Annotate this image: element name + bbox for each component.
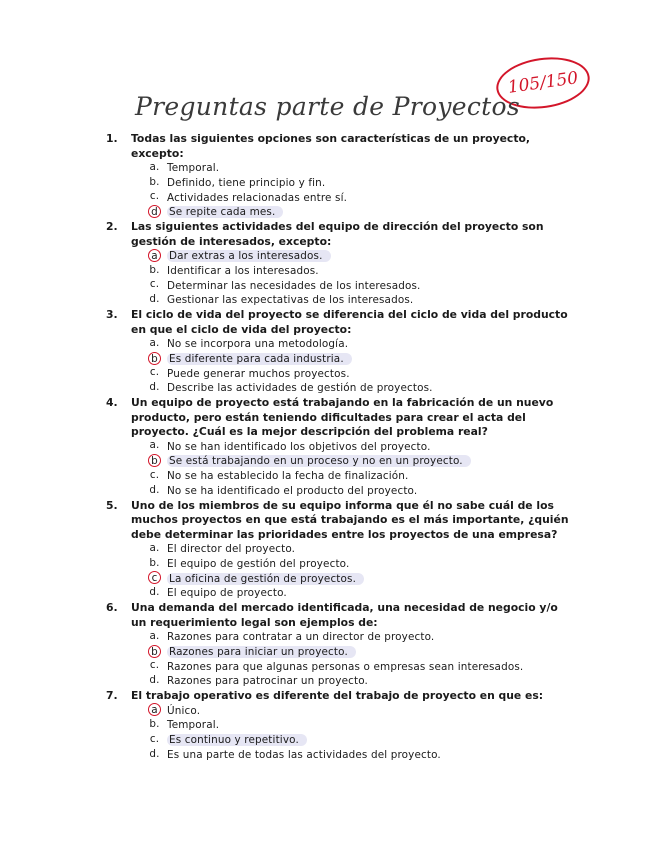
answer-option: [148, 279, 576, 294]
question-item: [106, 308, 576, 396]
answer-option: [148, 586, 576, 601]
question-item: [106, 396, 576, 499]
option-text: No se ha establecido la fecha de finalización.: [167, 470, 409, 482]
option-letter: d.: [149, 674, 160, 686]
option-letter: c.: [149, 468, 160, 481]
question-text: [106, 396, 576, 440]
answer-option: [148, 645, 576, 660]
option-text: Identificar a los interesados.: [167, 264, 319, 277]
question-statement: Todas las siguientes opciones son características de un proyecto, excepto:: [131, 132, 531, 160]
question-statement: Uno de los miembros de su equipo informa que él no sabe cuál de los muchos proyectos en que está trabajando es el más importante, ¿quién debe determinar las prioridades entre los proyectos de una empresa?: [131, 498, 569, 541]
answer-option: [148, 674, 576, 689]
option-letter: d.: [149, 483, 160, 496]
highlighted-option-text: Se repite cada mes.: [167, 206, 283, 218]
answer-option: [148, 440, 576, 455]
question-statement: Una demanda del mercado identificada, una necesidad de negocio y/o un requerimiento legal son ejemplos de:: [131, 601, 558, 629]
option-text: Actividades relacionadas entre sí.: [167, 191, 348, 204]
answer-option: [148, 454, 576, 469]
option-list: [106, 704, 576, 763]
option-list: [106, 440, 576, 499]
question-item: [106, 220, 576, 308]
option-text: No se incorpora una metodología.: [167, 338, 349, 350]
question-statement: Las siguientes actividades del equipo de dirección del proyecto son gestión de interesados, excepto:: [131, 220, 544, 248]
highlighted-option-text: La oficina de gestión de proyectos.: [167, 573, 364, 585]
answer-option: [148, 264, 576, 279]
option-letter: c.: [149, 190, 160, 203]
option-list: [106, 630, 576, 689]
option-list: [106, 337, 576, 396]
circled-option-letter: a: [148, 249, 161, 262]
option-text: Determinar las necesidades de los interesados.: [167, 279, 421, 292]
question-text: [106, 689, 576, 704]
question-number: 3.: [106, 308, 118, 321]
question-list: [106, 132, 576, 763]
highlighted-option-text: Razones para iniciar un proyecto.: [167, 646, 356, 658]
question-text: [106, 308, 576, 337]
option-letter: c.: [149, 659, 160, 672]
answer-option: [148, 557, 576, 572]
answer-option: [148, 733, 576, 748]
option-text: No se han identificado los objetivos del proyecto.: [167, 440, 431, 453]
option-letter: d.: [149, 747, 160, 760]
answer-option: [148, 367, 576, 382]
highlighted-option-text: Es continuo y repetitivo.: [167, 734, 307, 746]
answer-option: [148, 293, 576, 308]
option-text: Puede generar muchos proyectos.: [167, 367, 350, 380]
option-text: Describe las actividades de gestión de proyectos.: [167, 382, 433, 395]
answer-option: [148, 542, 576, 557]
answer-option: [148, 704, 576, 719]
question-text: [106, 499, 576, 543]
option-text: Definido, tiene principio y fin.: [167, 176, 326, 189]
question-text: [106, 132, 576, 161]
answer-option: [148, 748, 576, 763]
answer-option: [148, 381, 576, 396]
answer-option: [148, 352, 576, 367]
circled-option-letter: a: [148, 703, 161, 716]
option-letter: c.: [149, 278, 160, 291]
question-number: 2.: [106, 220, 118, 233]
answer-option: [148, 484, 576, 499]
answer-option: [148, 191, 576, 206]
answer-option: [148, 572, 576, 587]
question-number: 1.: [106, 132, 118, 145]
circled-option-letter: d: [148, 205, 161, 218]
answer-option: [148, 337, 576, 352]
option-text: Razones para contratar a un director de proyecto.: [167, 631, 435, 643]
option-text: Único.: [167, 704, 201, 717]
option-text: Es una parte de todas las actividades del proyecto.: [167, 748, 441, 761]
option-letter: c.: [149, 366, 160, 379]
option-letter: a.: [149, 336, 160, 349]
answer-option: [148, 718, 576, 733]
question-number: 5.: [106, 498, 118, 512]
option-text: Razones para que algunas personas o empresas sean interesados.: [167, 660, 524, 673]
page-title: Preguntas parte de Proyectos: [135, 92, 520, 121]
question-number: 4.: [106, 396, 118, 409]
option-letter: a.: [149, 439, 160, 452]
option-letter: b.: [149, 718, 160, 730]
highlighted-option-text: Dar extras a los interesados.: [167, 250, 331, 262]
highlighted-option-text: Es diferente para cada industria.: [167, 353, 352, 365]
grade-score: 105/150: [493, 52, 593, 115]
option-letter: d.: [149, 293, 160, 305]
option-list: [106, 249, 576, 308]
option-text: Temporal.: [167, 162, 220, 174]
question-statement: Un equipo de proyecto está trabajando en la fabricación de un nuevo producto, pero están teniendo dificultades para crear el acta del proyecto. ¿Cuál es la mejor descripción del problema real?: [131, 396, 554, 438]
answer-option: [148, 660, 576, 675]
question-item: [106, 601, 576, 689]
question-item: [106, 689, 576, 763]
circled-option-letter: c: [148, 571, 161, 584]
option-letter: c.: [149, 732, 160, 745]
circled-option-letter: b: [148, 352, 161, 365]
question-statement: El ciclo de vida del proyecto se diferencia del ciclo de vida del producto en que el ciclo de vida del proyecto:: [131, 308, 568, 336]
question-statement: El trabajo operativo es diferente del trabajo de proyecto en que es:: [131, 689, 544, 702]
answer-option: [148, 161, 576, 176]
question-item: [106, 499, 576, 602]
answer-option: [148, 176, 576, 191]
answer-option: [148, 630, 576, 645]
option-letter: d.: [149, 586, 160, 598]
circled-option-letter: b: [148, 645, 161, 658]
option-text: El director del proyecto.: [167, 543, 296, 555]
question-item: [106, 132, 576, 220]
option-letter: b.: [149, 175, 160, 188]
question-number: 6.: [106, 601, 118, 614]
option-letter: b.: [149, 263, 160, 276]
question-text: [106, 601, 576, 630]
option-list: [106, 542, 576, 601]
option-text: Temporal.: [167, 719, 220, 732]
option-text: El equipo de gestión del proyecto.: [167, 557, 350, 570]
answer-option: [148, 469, 576, 484]
question-number: 7.: [106, 689, 118, 702]
circled-option-letter: b: [148, 454, 161, 467]
option-text: El equipo de proyecto.: [167, 587, 287, 600]
option-letter: a.: [149, 541, 160, 554]
option-text: Gestionar las expectativas de los interesados.: [167, 294, 414, 307]
option-letter: a.: [149, 629, 160, 642]
option-list: [106, 161, 576, 220]
option-letter: b.: [149, 556, 160, 569]
answer-option: [148, 249, 576, 264]
option-letter: a.: [149, 160, 160, 173]
option-text: No se ha identificado el producto del proyecto.: [167, 484, 418, 497]
option-letter: d.: [149, 381, 160, 393]
option-text: Razones para patrocinar un proyecto.: [167, 675, 369, 688]
question-text: [106, 220, 576, 249]
highlighted-option-text: Se está trabajando en un proceso y no en un proyecto.: [167, 455, 471, 467]
answer-option: [148, 205, 576, 220]
